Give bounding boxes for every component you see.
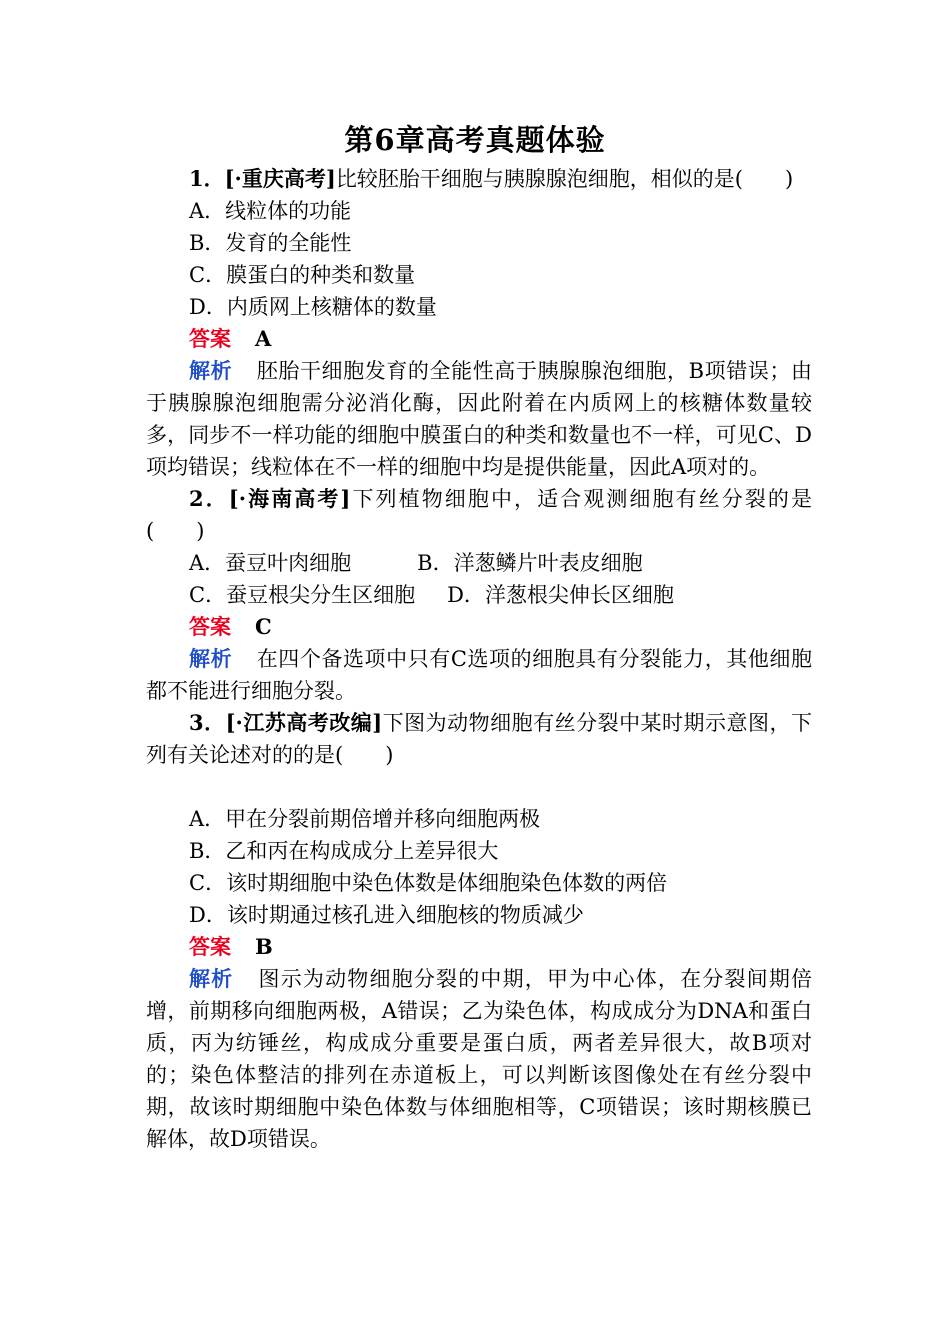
question-source: [·重庆高考]: [224, 166, 336, 191]
question-number: 2．: [189, 486, 229, 511]
question-1: [146, 163, 812, 483]
question-text: 下图为动物细胞有丝分裂中某时期示意图，下列有关论述对的的是( ): [146, 711, 812, 767]
question-stem: [146, 483, 812, 547]
explanation: [146, 643, 812, 707]
option-a: A．线粒体的功能: [189, 199, 352, 223]
option-b: B．洋葱鳞片叶表皮细胞: [417, 551, 643, 575]
option-b: B．乙和丙在构成成分上差异很大: [189, 839, 499, 863]
option-row: [146, 579, 812, 611]
option-a: A．甲在分裂前期倍增并移向细胞两极: [189, 807, 541, 831]
answer-label: 答案: [189, 614, 231, 639]
answer-line: [146, 611, 812, 643]
question-2: [146, 483, 812, 707]
explanation-text: 胚胎干细胞发育的全能性高于胰腺腺泡细胞，B项错误；由于胰腺腺泡细胞需分泌消化酶，因此附着在内质网上的核糖体数量较多，同步不一样功能的细胞中膜蛋白的种类和数量也不一样，可见C、D项均错误；线粒体在不一样的细胞中均是提供能量，因此A项对的。: [146, 359, 812, 479]
explanation: [146, 963, 812, 1155]
figure-placeholder: [146, 771, 812, 803]
question-number: 3．: [189, 710, 226, 735]
answer-value: A: [255, 326, 272, 351]
option-d: D．内质网上核糖体的数量: [189, 295, 437, 319]
document-body: [146, 163, 812, 1155]
answer-label: 答案: [189, 326, 231, 351]
option-b: B．发育的全能性: [189, 231, 352, 255]
explanation: [146, 355, 812, 483]
option-row: [146, 547, 812, 579]
option-a: A．蚕豆叶肉细胞: [189, 551, 352, 575]
page-title: 第6章高考真题体验: [344, 123, 606, 157]
explanation-label: 解析: [189, 646, 233, 671]
option-c: C．该时期细胞中染色体数是体细胞染色体数的两倍: [189, 871, 668, 895]
option-d: D．洋葱根尖伸长区细胞: [447, 583, 674, 607]
question-stem: [146, 707, 812, 771]
answer-line: [146, 323, 812, 355]
explanation-label: 解析: [189, 966, 234, 991]
answer-label: 答案: [189, 934, 231, 959]
question-number: 1．: [189, 166, 225, 191]
answer-value: B: [255, 934, 273, 959]
option-d: D．该时期通过核孔进入细胞核的物质减少: [189, 903, 584, 927]
question-stem: [146, 163, 812, 195]
explanation-text: 在四个备选项中只有C选项的细胞具有分裂能力，其他细胞都不能进行细胞分裂。: [146, 647, 812, 703]
explanation-text: 图示为动物细胞分裂的中期，甲为中心体，在分裂间期倍增，前期移向细胞两极，A错误；乙为染色体，构成成分为DNA和蛋白质，丙为纺锤丝，构成成分重要是蛋白质，两者差异很大，故B项对的；染色体整洁的排列在赤道板上，可以判断该图像处在有丝分裂中期，故该时期细胞中染色体数与体细胞相等，C项错误；该时期核膜已解体，故D项错误。: [146, 967, 813, 1151]
option-c: C．蚕豆根尖分生区细胞: [189, 583, 416, 607]
answer-value: C: [255, 614, 272, 639]
explanation-label: 解析: [189, 358, 233, 383]
question-text: 下列植物细胞中，适合观测细胞有丝分裂的是( ): [146, 487, 812, 543]
option-c: C．膜蛋白的种类和数量: [189, 263, 416, 287]
question-text: 比较胚胎干细胞与胰腺腺泡细胞，相似的是( ): [335, 167, 794, 191]
question-3: [146, 707, 812, 1155]
question-source: [·江苏高考改编]: [225, 710, 383, 735]
question-source: [·海南高考]: [228, 486, 351, 511]
answer-line: [146, 931, 812, 963]
